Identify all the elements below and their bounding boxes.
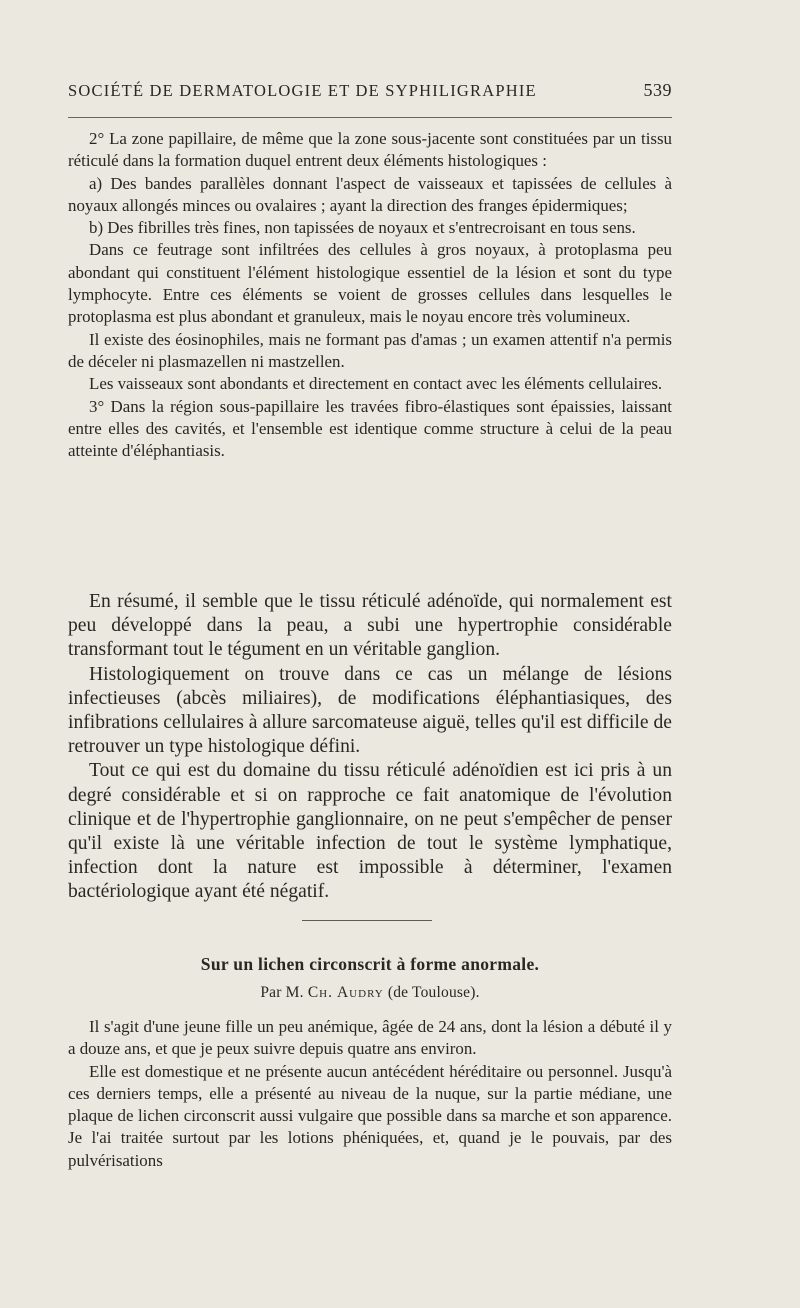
running-header [68,80,672,101]
paragraph: Dans ce feutrage sont infiltrées des cellules à gros noyaux, à protoplasma peu abondant qui constituent l'élément histologique essentiel de la lésion et sont du type lymphocyte. Entre ces éléments se voient de grosses cellules dans lesquelles le protoplasma est plus abondant et granuleux, mais le noyau encore très volumineux. [68,240,672,327]
author-affiliation: (de Toulouse). [387,984,480,1001]
paragraph: 3° Dans la région sous-papillaire les travées fibro-élastiques sont épaissies, laissant entre elles des cavités, et l'ensemble est identique comme structure à celui de la peau atteinte d'éléphantiasis. [68,396,672,461]
paragraph: Il existe des éosinophiles, mais ne formant pas d'amas ; un examen attentif n'a permis de déceler ni plasmazellen ni mastzellen. [68,329,672,371]
paragraph: Il s'agit d'une jeune fille un peu anémique, âgée de 24 ans, dont la lésion a débuté il y a douze ans, et que je peux suivre depuis quatre ans environ. [68,1017,672,1059]
paragraph: Histologiquement on trouve dans ce cas un mélange de lésions infectieuses (abcès miliaires), de modifications éléphantiasiques, des infibrations cellulaires à allure sarcomateuse aiguë, telles qu'il est difficile de retrouver un type histologique défini. [68,663,672,758]
header-rule [68,117,672,118]
paragraph: Elle est domestique et ne présente aucun antécédent héréditaire ou personnel. Jusqu'à ces derniers temps, elle a présenté au niveau de la nuque, sur la partie médiane, une plaque de lichen circonscrit aussi vulgaire que possible dans sa marche et son apparence. Je l'ai traitée surtout par les lotions phéniquées, et, quand je le pouvais, par des pulvérisations [68,1061,672,1170]
running-title: SOCIÉTÉ DE DERMATOLOGIE ET DE SYPHILIGRAPHIE [68,81,537,100]
paragraph: 2° La zone papillaire, de même que la zone sous-jacente sont constituées par un tissu réticulé dans la formation duquel entrent deux éléments histologiques : [68,129,672,171]
paragraph: a) Des bandes parallèles donnant l'aspect de vaisseaux et tapissées de cellules à noyaux allongés minces ou ovalaires ; ayant la direction des franges épidermiques; [68,173,672,215]
paragraph: Tout ce qui est du domaine du tissu réticulé adénoïdien est ici pris à un degré considérable et si on rapproche ce fait anatomique de l'évolution clinique et de l'hypertrophie ganglionnaire, on ne peut s'empêcher de penser qu'il existe là une véritable infection de tout le système lymphatique, infection dont la nature est impossible à déterminer, l'examen bactériologique ayant été négatif. [68,760,672,903]
article-title: Sur un lichen circonscrit à forme anormale. [200,954,540,974]
paragraph: Les vaisseaux sont abondants et directement en contact avec les éléments cellulaires. [89,374,663,394]
page-number: 539 [643,80,672,100]
byline-prefix: Par M. [260,984,304,1001]
paragraph: b) Des fibrilles très fines, non tapissées de noyaux et s'entrecroisant en tous sens. [89,218,636,238]
author-name: Ch. Audry [307,984,384,1001]
paragraph: En résumé, il semble que le tissu réticulé adénoïde, qui normalement est peu développé dans la peau, a subi une hypertrophie considérable transformant tout le tégument en un véritable ganglion. [68,591,672,661]
article-byline [68,984,672,1002]
summary-section [68,590,672,905]
section-divider [302,920,432,921]
histology-section [68,128,672,462]
article-body [68,1016,672,1172]
